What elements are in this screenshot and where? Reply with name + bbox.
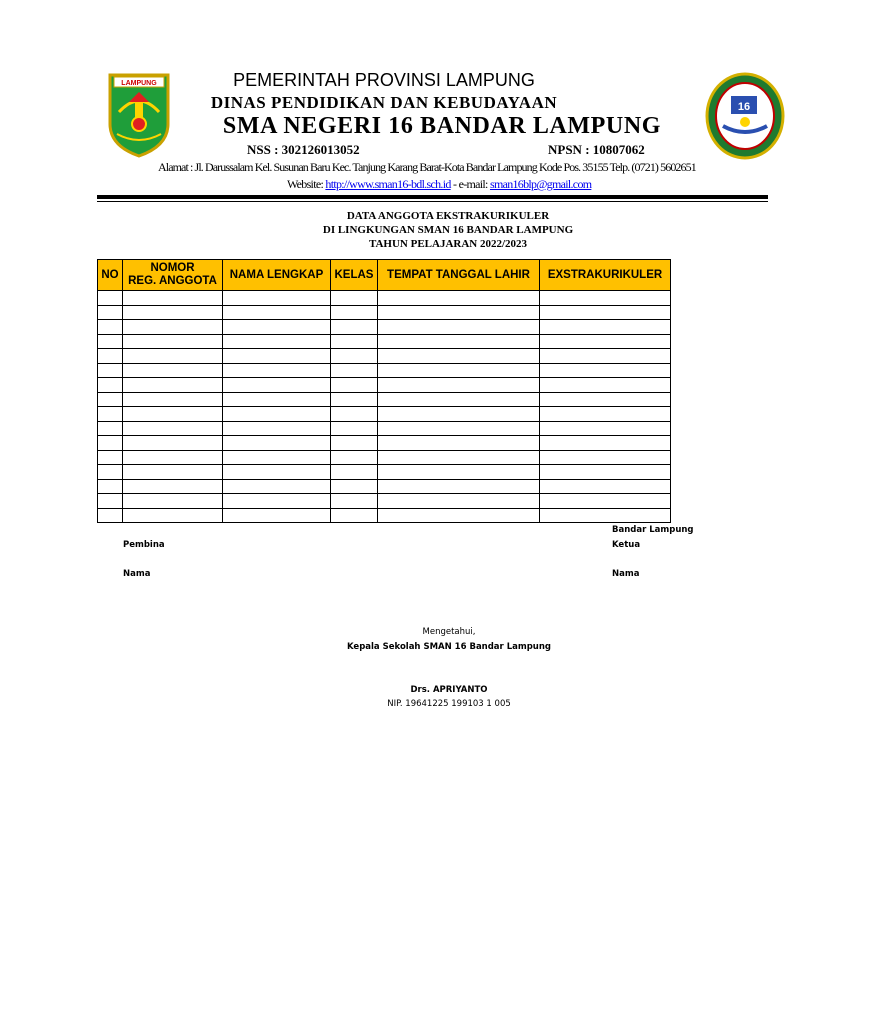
table-cell: [378, 421, 540, 436]
table-cell: [331, 421, 378, 436]
table-cell: [98, 465, 123, 480]
website-link[interactable]: http://www.sman16-bdl.sch.id: [325, 177, 451, 191]
table-cell: [540, 436, 671, 451]
table-cell: [123, 334, 223, 349]
table-cell: [378, 378, 540, 393]
table-row: [98, 291, 671, 306]
logo-right-text: 16: [737, 101, 751, 113]
table-row: [98, 378, 671, 393]
government-name: PEMERINTAH PROVINSI LAMPUNG: [233, 70, 535, 90]
table-cell: [331, 436, 378, 451]
table-cell: [123, 508, 223, 523]
header-no: NO: [98, 260, 123, 291]
table-cell: [123, 378, 223, 393]
table-cell: [223, 465, 331, 480]
chairman-role: Ketua: [612, 540, 641, 550]
table-cell: [331, 305, 378, 320]
table-row: [98, 320, 671, 335]
table-cell: [98, 508, 123, 523]
table-cell: [223, 378, 331, 393]
table-cell: [98, 436, 123, 451]
member-table: [97, 259, 671, 523]
acknowledge-label: Mengetahui,: [422, 627, 476, 637]
table-header-row: [98, 260, 671, 291]
table-cell: [223, 320, 331, 335]
table-cell: [98, 305, 123, 320]
table-cell: [98, 334, 123, 349]
table-cell: [378, 436, 540, 451]
table-row: [98, 421, 671, 436]
table-row: [98, 334, 671, 349]
table-cell: [98, 392, 123, 407]
email-label: e-mail:: [458, 177, 490, 191]
contact-line: [287, 177, 591, 192]
table-row: [98, 407, 671, 422]
table-cell: [123, 421, 223, 436]
table-row: [98, 363, 671, 378]
table-cell: [378, 465, 540, 480]
principal-name: Drs. APRIYANTO: [410, 685, 488, 695]
table-cell: [98, 479, 123, 494]
table-cell: [223, 407, 331, 422]
table-cell: [540, 465, 671, 480]
table-cell: [123, 465, 223, 480]
table-cell: [223, 349, 331, 364]
table-cell: [223, 334, 331, 349]
table-cell: [540, 479, 671, 494]
table-cell: [98, 363, 123, 378]
table-cell: [540, 291, 671, 306]
table-cell: [540, 407, 671, 422]
table-row: [98, 305, 671, 320]
table-cell: [223, 436, 331, 451]
table-cell: [378, 508, 540, 523]
nss-number: NSS : 302126013052: [247, 142, 360, 157]
header-reg-line2: REG. ANGGOTA: [128, 275, 217, 287]
table-cell: [331, 494, 378, 509]
table-row: [98, 392, 671, 407]
table-cell: [123, 392, 223, 407]
table-cell: [223, 363, 331, 378]
document-title: DATA ANGGOTA EKSTRAKURIKULER: [346, 210, 550, 222]
letterhead-divider-thin: [97, 201, 768, 202]
table-cell: [540, 334, 671, 349]
table-cell: [378, 305, 540, 320]
table-cell: [378, 392, 540, 407]
table-cell: [223, 479, 331, 494]
table-cell: [123, 494, 223, 509]
table-cell: [98, 421, 123, 436]
table-row: [98, 479, 671, 494]
table-cell: [123, 305, 223, 320]
table-row: [98, 508, 671, 523]
academic-year: TAHUN PELAJARAN 2022/2023: [368, 238, 528, 250]
table-cell: [223, 508, 331, 523]
table-cell: [378, 363, 540, 378]
table-row: [98, 349, 671, 364]
place-date: Bandar Lampung: [612, 525, 694, 535]
header-reg-line1: NOMOR: [150, 262, 195, 274]
table-cell: [123, 407, 223, 422]
table-cell: [223, 291, 331, 306]
table-cell: [223, 494, 331, 509]
chairman-name: Nama: [612, 569, 640, 579]
email-link[interactable]: sman16blp@gmail.com: [489, 177, 592, 191]
table-cell: [123, 479, 223, 494]
table-cell: [331, 291, 378, 306]
table-cell: [223, 305, 331, 320]
table-cell: [123, 291, 223, 306]
table-cell: [378, 450, 540, 465]
table-row: [98, 494, 671, 509]
table-cell: [540, 305, 671, 320]
school-name: SMA NEGERI 16 BANDAR LAMPUNG: [222, 113, 662, 139]
table-cell: [123, 363, 223, 378]
header-extracurricular: EXSTRAKURIKULER: [540, 260, 671, 291]
table-cell: [540, 320, 671, 335]
table-cell: [540, 450, 671, 465]
table-cell: [378, 479, 540, 494]
table-cell: [98, 378, 123, 393]
table-cell: [98, 349, 123, 364]
table-cell: [331, 363, 378, 378]
table-cell: [540, 363, 671, 378]
table-cell: [98, 320, 123, 335]
header-full-name: NAMA LENGKAP: [223, 260, 331, 291]
table-cell: [378, 407, 540, 422]
table-cell: [331, 407, 378, 422]
table-cell: [378, 349, 540, 364]
principal-title: Kepala Sekolah SMAN 16 Bandar Lampung: [347, 642, 551, 652]
table-cell: [331, 334, 378, 349]
table-body: [98, 291, 671, 523]
table-cell: [331, 450, 378, 465]
table-cell: [378, 320, 540, 335]
table-cell: [331, 508, 378, 523]
header-birth: TEMPAT TANGGAL LAHIR: [378, 260, 540, 291]
website-label: Website:: [287, 177, 326, 191]
table-cell: [331, 378, 378, 393]
table-cell: [540, 349, 671, 364]
table-row: [98, 436, 671, 451]
table-cell: [223, 392, 331, 407]
table-cell: [540, 508, 671, 523]
table-cell: [331, 465, 378, 480]
table-cell: [540, 421, 671, 436]
header-class: KELAS: [331, 260, 378, 291]
table-cell: [123, 450, 223, 465]
table-cell: [331, 320, 378, 335]
table-cell: [123, 320, 223, 335]
header-reg-number: [123, 260, 223, 291]
table-cell: [123, 436, 223, 451]
table-row: [98, 465, 671, 480]
department-name: DINAS PENDIDIKAN DAN KEBUDAYAAN: [210, 93, 558, 112]
table-cell: [98, 450, 123, 465]
advisor-role: Pembina: [123, 540, 165, 550]
principal-nip: NIP. 19641225 199103 1 005: [387, 699, 511, 709]
letterhead-divider-thick: [97, 195, 768, 199]
logo-left-text: LAMPUNG: [121, 80, 157, 87]
contact-separator: -: [450, 177, 459, 191]
table-cell: [378, 291, 540, 306]
table-cell: [123, 349, 223, 364]
table-cell: [331, 479, 378, 494]
table-cell: [98, 291, 123, 306]
npsn-number: NPSN : 10807062: [548, 142, 645, 157]
table-cell: [98, 407, 123, 422]
table-cell: [540, 392, 671, 407]
table-cell: [331, 349, 378, 364]
table-cell: [331, 392, 378, 407]
table-cell: [98, 494, 123, 509]
table-cell: [223, 421, 331, 436]
table-row: [98, 450, 671, 465]
document-subtitle: DI LINGKUNGAN SMAN 16 BANDAR LAMPUNG: [322, 224, 574, 236]
table-cell: [378, 334, 540, 349]
table-cell: [540, 494, 671, 509]
advisor-name: Nama: [123, 569, 151, 579]
table-cell: [223, 450, 331, 465]
school-address: Alamat : Jl. Darussalam Kel. Susunan Baru Kec. Tanjung Karang Barat-Kota Bandar Lampung Kode Pos. 35155 Telp. (0721) 5602651: [158, 160, 696, 174]
table-cell: [378, 494, 540, 509]
table-cell: [540, 378, 671, 393]
